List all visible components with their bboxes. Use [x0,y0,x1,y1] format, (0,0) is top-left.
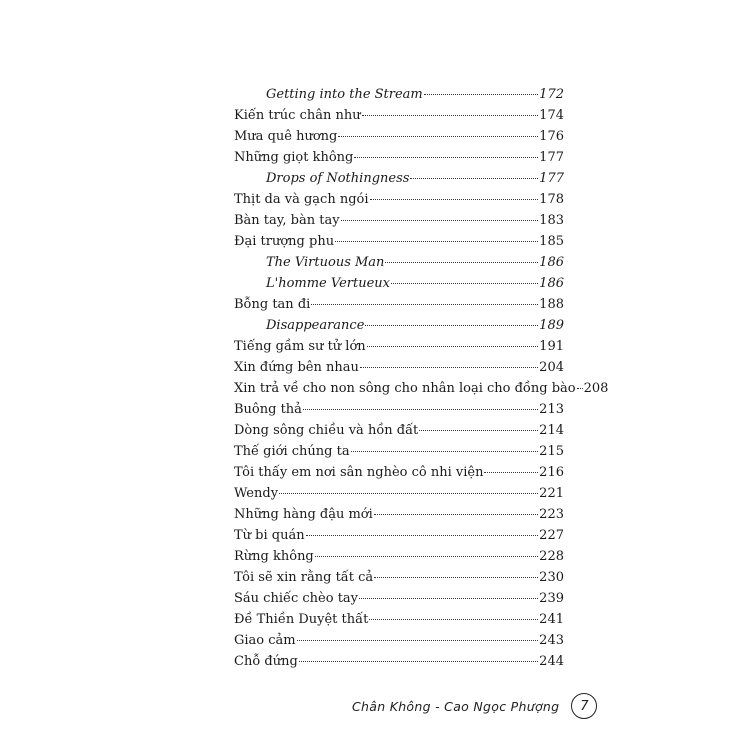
toc-entry [234,210,564,231]
toc-entry-page: 227 [539,528,564,543]
dot-leader [351,450,539,452]
toc-entry-title: Thịt da và gạch ngói [234,192,369,207]
toc-entry-page: 215 [539,444,564,459]
toc-entry-page: 239 [539,591,564,606]
dot-leader [297,639,539,641]
toc-entry-page: 221 [539,486,564,501]
dot-leader [374,576,538,578]
footer-author: Chân Không - Cao Ngọc Phượng [352,698,560,714]
toc-entry [234,609,564,630]
toc-entry-page: 243 [539,633,564,648]
toc-entry-title: Đề Thiền Duyệt thất [234,612,369,627]
toc-entry-title: Disappearance [266,318,365,333]
toc-entry [234,567,564,588]
toc-entry-title: Rừng không [234,549,314,564]
toc-entry-title: Tiếng gầm sư tử lớn [234,339,366,354]
toc-entry-page: 177 [539,150,564,165]
toc-entry-title: Sáu chiếc chèo tay [234,591,359,606]
toc-entry [234,630,564,651]
toc-entry-title: Bỗng tan đi [234,297,311,312]
toc-entry-title: Xin trả về cho non sông cho nhân loại cho đồng bào [234,381,576,396]
toc-entry-page: 178 [539,192,564,207]
dot-leader [306,534,539,536]
dot-leader [365,324,538,326]
dot-leader [315,555,538,557]
dot-leader [419,429,538,431]
toc-entry-title: Wendy [234,486,279,501]
dot-leader [303,408,538,410]
toc-entry-title: Giao cảm [234,633,296,648]
toc-entry-title: Kiến trúc chân như [234,108,361,123]
toc-entry [234,420,564,441]
toc-entry-page: 241 [539,612,564,627]
toc-entry-page: 191 [539,339,564,354]
toc-entry-title: Những hàng đậu mới [234,507,373,522]
toc-entry [234,483,564,504]
toc-entry-title: The Virtuous Man [266,255,385,270]
toc-entry-title: Bàn tay, bàn tay [234,213,340,228]
dot-leader [410,177,538,179]
toc-entry-page: 177 [539,171,564,186]
page-number-badge: 7 [571,693,597,719]
toc-entry-title: Đại trượng phu [234,234,335,249]
dot-leader [370,198,539,200]
toc-entry-page: 228 [539,549,564,564]
toc-entry-page: 216 [539,465,564,480]
toc-entry-page: 214 [539,423,564,438]
dot-leader [341,219,539,221]
toc-entry-title: Tôi thấy em nơi sân nghèo cô nhi viện [234,465,484,480]
toc-entry-page: 183 [539,213,564,228]
dot-leader [374,513,538,515]
toc-subentry [234,252,564,273]
toc-entry [234,105,564,126]
dot-leader [362,114,539,116]
toc-entry-page: 172 [539,87,564,102]
toc-entry [234,189,564,210]
dot-leader [359,597,538,599]
dot-leader [367,345,539,347]
toc-entry-page: 174 [539,108,564,123]
toc-entry [234,399,564,420]
toc-entry-page: 188 [539,297,564,312]
dot-leader [484,471,538,473]
table-of-contents [234,84,609,672]
toc-subentry [234,168,564,189]
toc-subentry [234,273,564,294]
toc-entry-page: 189 [539,318,564,333]
toc-entry [234,294,564,315]
toc-entry [234,441,564,462]
toc-entry [234,378,609,399]
toc-entry-title: Những giọt không [234,150,354,165]
dot-leader [385,261,538,263]
toc-entry-page: 176 [539,129,564,144]
toc-entry-title: Drops of Nothingness [266,171,410,186]
toc-entry-title: Dòng sông chiều và hồn đất [234,423,419,438]
toc-entry [234,126,564,147]
page-footer [352,692,597,720]
toc-entry-title: Chỗ đứng [234,654,298,669]
dot-leader [279,492,538,494]
toc-entry-page: 204 [539,360,564,375]
toc-entry-title: Từ bi quán [234,528,305,543]
dot-leader [577,387,583,389]
toc-entry [234,231,564,252]
toc-entry [234,462,564,483]
toc-entry-page: 186 [539,276,564,291]
toc-entry-title: Mưa quê hương [234,129,338,144]
toc-entry-title: Thế giới chúng ta [234,444,350,459]
toc-entry-page: 213 [539,402,564,417]
toc-entry-page: 208 [583,381,609,396]
toc-entry-title: Xin đứng bên nhau [234,360,359,375]
toc-entry [234,651,564,672]
dot-leader [335,240,538,242]
dot-leader [391,282,538,284]
toc-entry [234,357,564,378]
toc-entry [234,588,564,609]
toc-entry-page: 230 [539,570,564,585]
toc-entry [234,336,564,357]
toc-entry-title: Buông thả [234,402,302,417]
toc-entry-title: Getting into the Stream [266,87,423,102]
dot-leader [360,366,538,368]
dot-leader [299,660,538,662]
toc-entry-title: L'homme Vertueux [266,276,390,291]
toc-subentry [234,84,564,105]
toc-entry-page: 244 [539,654,564,669]
toc-entry [234,525,564,546]
toc-entry [234,147,564,168]
dot-leader [354,156,538,158]
dot-leader [311,303,538,305]
dot-leader [369,618,538,620]
toc-entry [234,546,564,567]
toc-entry [234,504,564,525]
toc-subentry [234,315,564,336]
dot-leader [424,93,538,95]
toc-entry-page: 185 [539,234,564,249]
dot-leader [338,135,538,137]
toc-entry-title: Tôi sẽ xin rằng tất cả [234,570,374,585]
toc-entry-page: 186 [539,255,564,270]
toc-entry-page: 223 [539,507,564,522]
